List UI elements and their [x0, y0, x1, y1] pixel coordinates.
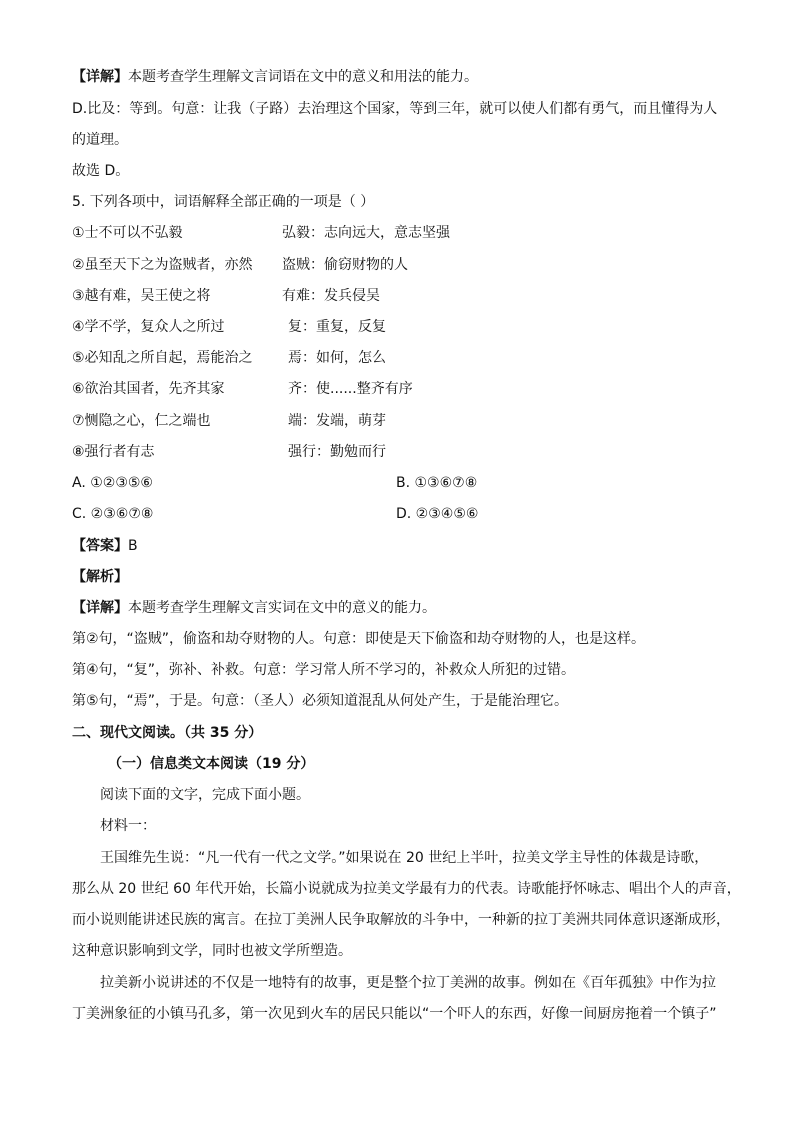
- q5-choice-d: D. ②③④⑤⑥: [396, 506, 479, 522]
- q5-item-2-gloss: 盗贼：偷窃财物的人: [282, 257, 408, 273]
- q5-note-3: 第⑤句，“焉”，于是。句意：（圣人）必须知道混乱从何处产生，于是能治理它。: [72, 693, 569, 709]
- q5-choice-a: A. ①②③⑤⑥: [72, 475, 153, 491]
- q4-conclusion: 故选 D。: [72, 163, 130, 179]
- q5-detail-line: [72, 599, 436, 617]
- q5-stem: 5. 下列各项中，词语解释全部正确的一项是（ ）: [72, 194, 375, 210]
- q5-answer-label: 【答案】: [72, 538, 128, 554]
- q5-item-1-sentence: ①士不可以不弘毅: [72, 225, 183, 241]
- q5-item-1-gloss: 弘毅：志向远大，意志坚强: [282, 225, 450, 241]
- para1-line-2: 那么从 20 世纪 60 年代开始，长篇小说就成为拉美文学最有力的代表。诗歌能抒怀咏志、唱出个人的声音，: [72, 881, 741, 897]
- q5-detail-text: 本题考查学生理解文言实词在文中的意义的能力。: [128, 600, 436, 616]
- material-label: 材料一：: [100, 818, 156, 834]
- q5-item-2-sentence: ②虽至天下之为盗贼者，亦然: [72, 257, 253, 273]
- section2-instruction: 阅读下面的文字，完成下面小题。: [100, 787, 310, 803]
- section2-subheading: （一）信息类文本阅读（19 分）: [108, 756, 315, 772]
- q5-item-7-sentence: ⑦恻隐之心，仁之端也: [72, 413, 211, 429]
- q5-note-1: 第②句，“盗贼”，偷盗和劫夺财物的人。句意：即使是天下偷盗和劫夺财物的人，也是这样。: [72, 631, 646, 647]
- q5-choice-b: B. ①③⑥⑦⑧: [396, 475, 478, 491]
- q4-explain-line-1: D.比及：等到。句意：让我（子路）去治理这个国家，等到三年，就可以使人们都有勇气，而且懂得为人: [72, 101, 718, 117]
- para1-line-1: 王国维先生说：“凡一代有一代之文学。”如果说在 20 世纪上半叶，拉美文学主导性的体裁是诗歌，: [100, 850, 709, 866]
- q5-item-4-gloss: 复：重复，反复: [288, 319, 386, 335]
- q5-item-5-gloss: 焉：如何，怎么: [288, 350, 386, 366]
- para2-line-2: 丁美洲象征的小镇马孔多，第一次见到火车的居民只能以“一个吓人的东西，好像一间厨房拖着一个镇子”: [72, 1006, 717, 1022]
- q5-answer-line: [72, 537, 138, 555]
- q5-item-5-sentence: ⑤必知乱之所自起，焉能治之: [72, 350, 253, 366]
- q5-choice-c: C. ②③⑥⑦⑧: [72, 506, 154, 522]
- q4-detail-text: 本题考查学生理解文言词语在文中的意义和用法的能力。: [128, 69, 478, 85]
- section2-heading: 二、现代文阅读。（共 35 分）: [72, 725, 263, 741]
- q5-item-8-gloss: 强行：勤勉而行: [288, 444, 386, 460]
- para2-line-1: 拉美新小说讲述的不仅是一地特有的故事，更是整个拉丁美洲的故事。例如在《百年孤独》中作为拉: [100, 975, 716, 991]
- q5-item-6-sentence: ⑥欲治其国者，先齐其家: [72, 381, 225, 397]
- q5-note-2: 第④句，“复”，弥补、补救。句意：学习常人所不学习的，补救众人所犯的过错。: [72, 662, 576, 678]
- q5-item-4-sentence: ④学不学，复众人之所过: [72, 319, 225, 335]
- q5-item-6-gloss: 齐：使......整齐有序: [288, 381, 413, 397]
- q5-answer-value: B: [128, 538, 138, 554]
- q4-detail-label: 【详解】: [72, 69, 128, 85]
- para1-line-3: 而小说则能讲述民族的寓言。在拉丁美洲人民争取解放的斗争中，一种新的拉丁美洲共同体意识逐渐成形，: [72, 912, 730, 928]
- q4-detail-line: [72, 68, 478, 86]
- q5-analysis-label: 【解析】: [72, 569, 128, 585]
- q5-item-3-sentence: ③越有难，吴王使之将: [72, 288, 211, 304]
- q4-explain-line-2: 的道理。: [72, 132, 128, 148]
- q5-detail-label: 【详解】: [72, 600, 128, 616]
- q5-item-3-gloss: 有难：发兵侵吴: [282, 288, 380, 304]
- para1-line-4: 这种意识影响到文学，同时也被文学所塑造。: [72, 943, 352, 959]
- q5-item-7-gloss: 端：发端，萌芽: [288, 413, 386, 429]
- q5-item-8-sentence: ⑧强行者有志: [72, 444, 155, 460]
